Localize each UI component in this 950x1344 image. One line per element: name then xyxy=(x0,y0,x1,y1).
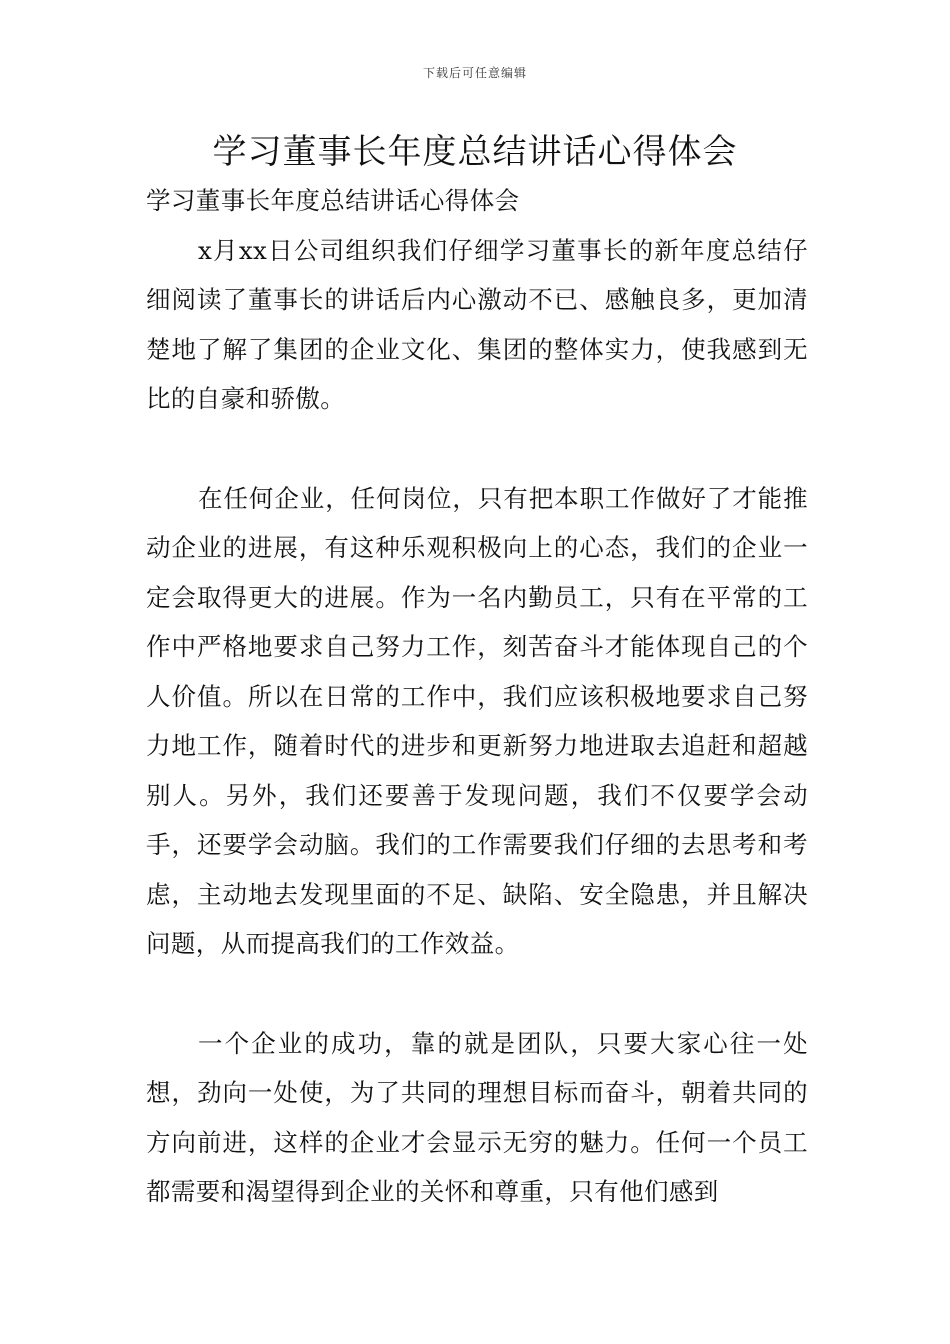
document-subtitle: 学习董事长年度总结讲话心得体会 xyxy=(146,186,520,215)
paragraph-spacer xyxy=(146,969,808,1019)
paragraph-3: 一个企业的成功，靠的就是团队，只要大家心往一处想，劲向一处使，为了共同的理想目标而奋斗，朝着共同的方向前进，这样的企业才会显示无穷的魅力。任何一个员工都需要和渴望得到企业的关怀和尊重，只有他们感到 xyxy=(146,1028,808,1206)
document-body xyxy=(146,176,808,1217)
paragraph-spacer xyxy=(146,424,808,474)
paragraph-1: x月xx日公司组织我们仔细学习董事长的新年度总结仔细阅读了董事长的讲话后内心激动不已、感触良多，更加清楚地了解了集团的企业文化、集团的整体实力，使我感到无比的自豪和骄傲。 xyxy=(146,235,808,413)
header-note: 下载后可任意编辑 xyxy=(422,66,527,80)
paragraph-2: 在任何企业，任何岗位，只有把本职工作做好了才能推动企业的进展，有这种乐观积极向上的心态，我们的企业一定会取得更大的进展。作为一名内勤员工，只有在平常的工作中严格地要求自己努力工作，刻苦奋斗才能体现自己的个人价值。所以在日常的工作中，我们应该积极地要求自己努力地工作，随着时代的进步和更新努力地进取去追赶和超越别人。另外，我们还要善于发现问题，我们不仅要学会动手，还要学会动脑。我们的工作需要我们仔细的去思考和考虑，主动地去发现里面的不足、缺陷、安全隐患，并且解决问题，从而提高我们的工作效益。 xyxy=(146,483,808,958)
document-title: 学习董事长年度总结讲话心得体会 xyxy=(212,132,738,172)
